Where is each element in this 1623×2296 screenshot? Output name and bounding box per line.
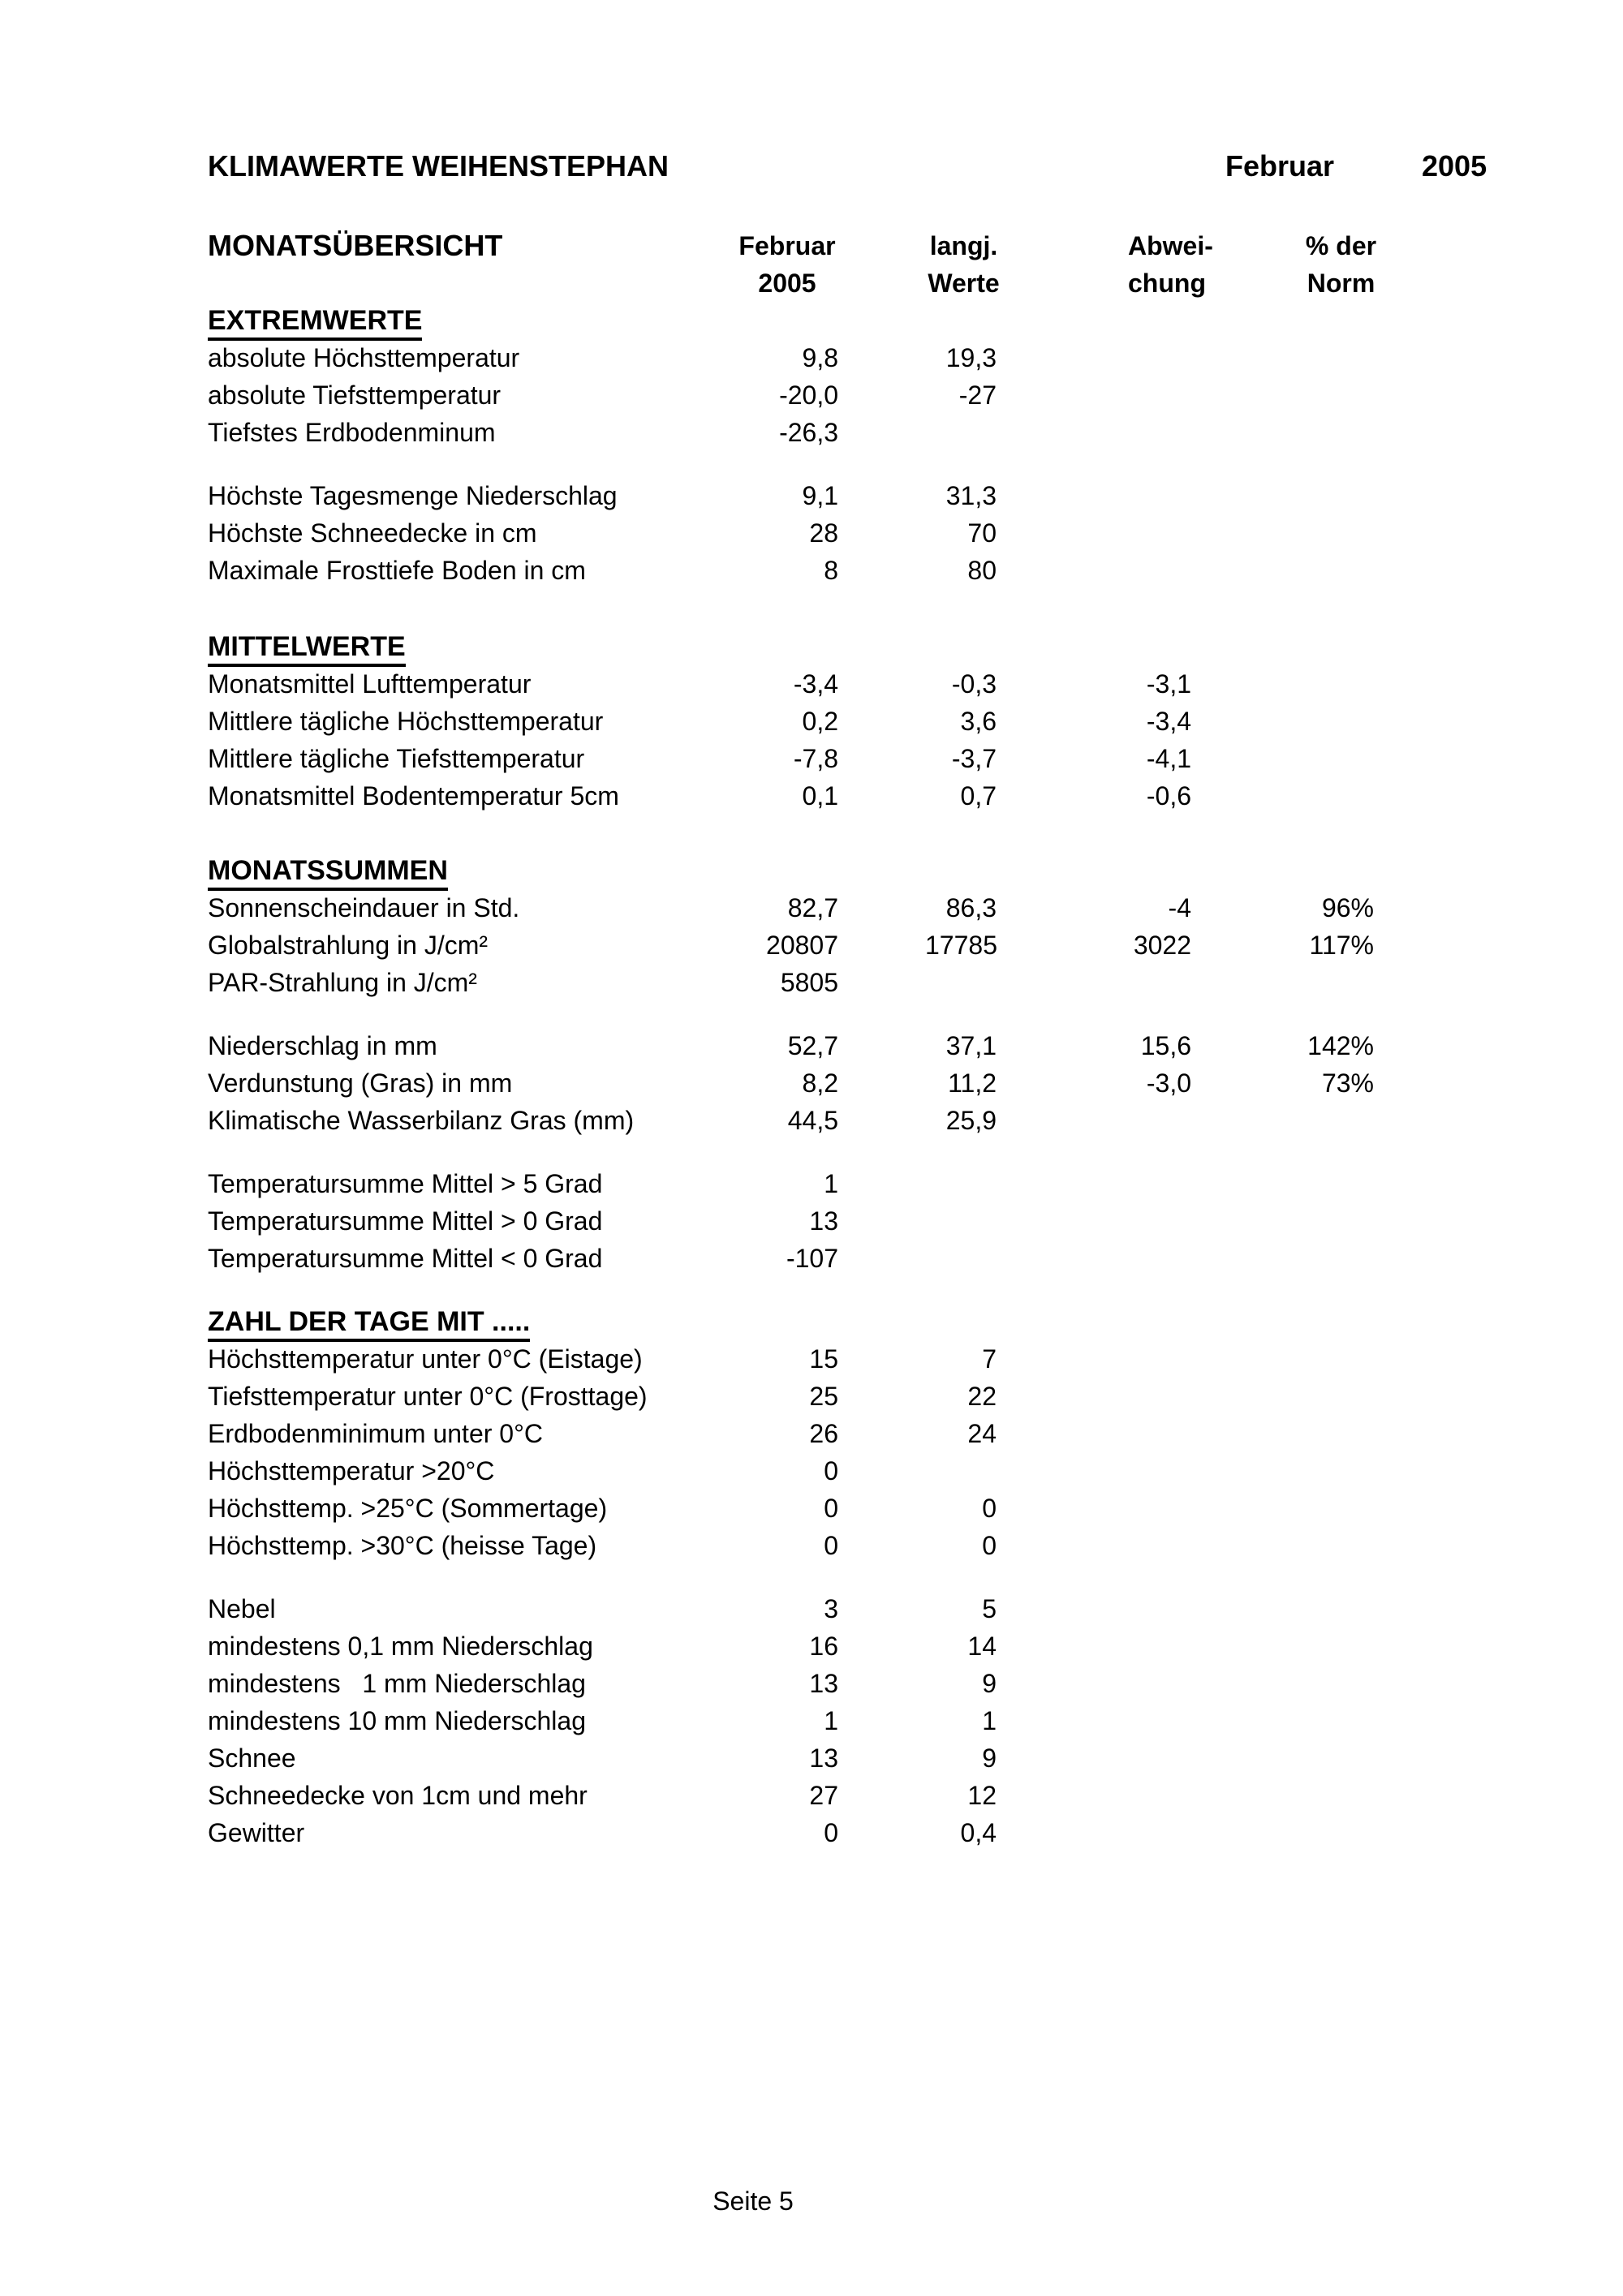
- table-row: [208, 1378, 1380, 1415]
- row-label: Monatsmittel Bodentemperatur 5cm: [208, 781, 619, 810]
- spacer-row: [208, 1001, 1380, 1027]
- row-label: mindestens 10 mm Niederschlag: [208, 1706, 586, 1735]
- table-row: [208, 1665, 1380, 1702]
- value-cell-longterm: 19,3: [945, 343, 997, 372]
- value-cell-feb2005: 16: [809, 1632, 838, 1661]
- value-cell-longterm: 70: [967, 518, 997, 548]
- value-cell-percent-norm: 117%: [1309, 931, 1374, 960]
- value-cell-feb2005: 5805: [780, 968, 838, 997]
- row-label: Gewitter: [208, 1818, 305, 1847]
- table-body: [208, 302, 1380, 1851]
- column-header-line: % der: [1305, 231, 1377, 260]
- row-label: Klimatische Wasserbilanz Gras (mm): [208, 1106, 635, 1135]
- column-header-percent-norm: [1302, 227, 1380, 302]
- value-cell-longterm: 1: [982, 1706, 997, 1735]
- row-label: Schneedecke von 1cm und mehr: [208, 1781, 588, 1810]
- page-footer: Seite 5: [712, 2186, 794, 2216]
- section-row: [208, 852, 1380, 889]
- row-label: Niederschlag in mm: [208, 1031, 437, 1060]
- table-row: [208, 1340, 1380, 1378]
- value-cell-feb2005: 13: [809, 1743, 838, 1773]
- spacer-row: [208, 589, 1380, 628]
- value-cell-feb2005: 25: [809, 1382, 838, 1411]
- spacer-row: [208, 815, 1380, 852]
- value-cell-longterm: 5: [982, 1594, 997, 1623]
- value-cell-deviation: -0,6: [1146, 781, 1191, 810]
- row-label: Höchste Tagesmenge Niederschlag: [208, 481, 618, 510]
- table-row: [208, 1415, 1380, 1452]
- value-cell-longterm: 37,1: [945, 1031, 997, 1060]
- value-cell-feb2005: 8: [824, 556, 838, 585]
- value-cell-longterm: 25,9: [945, 1106, 997, 1135]
- value-cell-longterm: -27: [958, 381, 997, 410]
- row-label: Höchsttemp. >30°C (heisse Tage): [208, 1531, 597, 1560]
- value-cell-longterm: 0: [982, 1494, 997, 1523]
- value-cell-feb2005: 9,8: [802, 343, 838, 372]
- table-row: [208, 665, 1380, 703]
- section-heading-cell: [208, 302, 1380, 341]
- document-month-label: Februar: [1225, 149, 1335, 183]
- value-cell-feb2005: 9,1: [802, 481, 838, 510]
- value-cell-longterm: 14: [967, 1632, 997, 1661]
- table-row: [208, 376, 1380, 414]
- spacer-row: [208, 1277, 1380, 1303]
- value-cell-longterm: 22: [967, 1382, 997, 1411]
- table-row: [208, 1202, 1380, 1240]
- value-cell-deviation: -3,0: [1146, 1068, 1191, 1098]
- row-label: Mittlere tägliche Höchsttemperatur: [208, 707, 604, 736]
- table-header-row: [208, 227, 1380, 302]
- column-header-longterm: [925, 227, 1002, 302]
- table-row: [208, 964, 1380, 1001]
- value-cell-longterm: 3,6: [960, 707, 997, 736]
- row-label: mindestens 1 mm Niederschlag: [208, 1669, 586, 1698]
- value-cell-feb2005: 28: [809, 518, 838, 548]
- row-label: Monatsmittel Lufttemperatur: [208, 669, 532, 699]
- value-cell-longterm: 86,3: [945, 893, 997, 922]
- table-row: [208, 1064, 1380, 1102]
- value-cell-feb2005: 1: [824, 1169, 838, 1198]
- row-label: Höchsttemperatur unter 0°C (Eistage): [208, 1344, 643, 1374]
- value-cell-longterm: 9: [982, 1743, 997, 1773]
- row-label: Nebel: [208, 1594, 276, 1623]
- section-heading-cell: [208, 1303, 1380, 1342]
- table-row: [208, 414, 1380, 451]
- column-header-line: Februar: [738, 231, 836, 260]
- table-row: [208, 1777, 1380, 1814]
- value-cell-longterm: 12: [967, 1781, 997, 1810]
- value-cell-feb2005: 3: [824, 1594, 838, 1623]
- value-cell-feb2005: 0,1: [802, 781, 838, 810]
- table-row: [208, 927, 1380, 964]
- value-cell-deviation: -3,4: [1146, 707, 1191, 736]
- row-label: absolute Höchsttemperatur: [208, 343, 520, 372]
- table-row: [208, 703, 1380, 740]
- value-cell-feb2005: -7,8: [793, 744, 838, 773]
- section-heading: ZAHL DER TAGE MIT .....: [208, 1306, 530, 1342]
- table-row: [208, 1814, 1380, 1851]
- spacer-row: [208, 1139, 1380, 1165]
- row-label: Temperatursumme Mittel < 0 Grad: [208, 1244, 603, 1273]
- value-cell-feb2005: 0: [824, 1531, 838, 1560]
- column-header-deviation: [1128, 227, 1213, 302]
- section-row: [208, 302, 1380, 339]
- value-cell-feb2005: 0: [824, 1456, 838, 1486]
- value-cell-feb2005: 13: [809, 1669, 838, 1698]
- table-row: [208, 514, 1380, 552]
- row-label: Sonnenscheindauer in Std.: [208, 893, 520, 922]
- value-cell-percent-norm: 73%: [1321, 1068, 1374, 1098]
- row-label: Temperatursumme Mittel > 5 Grad: [208, 1169, 603, 1198]
- row-label: Temperatursumme Mittel > 0 Grad: [208, 1206, 603, 1236]
- row-label: Erdbodenminimum unter 0°C: [208, 1419, 543, 1448]
- table-row: [208, 1527, 1380, 1564]
- section-heading: MONATSSUMMEN: [208, 855, 448, 891]
- value-cell-longterm: 7: [982, 1344, 997, 1374]
- section-heading-cell: [208, 852, 1380, 891]
- value-cell-longterm: 0,4: [960, 1818, 997, 1847]
- table-row: [208, 1702, 1380, 1739]
- table-row: [208, 1165, 1380, 1202]
- climate-table: [208, 227, 1380, 1851]
- section-row: [208, 628, 1380, 665]
- table-row: [208, 889, 1380, 927]
- column-header-line: chung: [1128, 269, 1206, 298]
- table-subtitle: MONATSÜBERSICHT: [208, 229, 503, 262]
- column-header-line: Abwei-: [1128, 231, 1213, 260]
- table-row: [208, 777, 1380, 815]
- row-label: Tiefsttemperatur unter 0°C (Frosttage): [208, 1382, 648, 1411]
- section-heading-cell: [208, 628, 1380, 667]
- table-row: [208, 1452, 1380, 1490]
- value-cell-feb2005: 1: [824, 1706, 838, 1735]
- table-row: [208, 1739, 1380, 1777]
- value-cell-longterm: -3,7: [951, 744, 997, 773]
- value-cell-feb2005: 0: [824, 1818, 838, 1847]
- table-row: [208, 1590, 1380, 1627]
- row-label: PAR-Strahlung in J/cm²: [208, 968, 477, 997]
- value-cell-percent-norm: 96%: [1321, 893, 1374, 922]
- value-cell-deviation: -3,1: [1146, 669, 1191, 699]
- table-row: [208, 1490, 1380, 1527]
- row-label: absolute Tiefsttemperatur: [208, 381, 502, 410]
- value-cell-feb2005: 52,7: [787, 1031, 838, 1060]
- row-label: Höchsttemperatur >20°C: [208, 1456, 495, 1486]
- row-label: Tiefstes Erdbodenminum: [208, 418, 496, 447]
- value-cell-longterm: 17785: [925, 931, 997, 960]
- value-cell-feb2005: 20807: [766, 931, 838, 960]
- table-row: [208, 1102, 1380, 1139]
- row-label: mindestens 0,1 mm Niederschlag: [208, 1632, 593, 1661]
- table-row: [208, 1240, 1380, 1277]
- row-label: Höchsttemp. >25°C (Sommertage): [208, 1494, 608, 1523]
- value-cell-feb2005: 27: [809, 1781, 838, 1810]
- value-cell-feb2005: 26: [809, 1419, 838, 1448]
- value-cell-deviation: 15,6: [1140, 1031, 1191, 1060]
- value-cell-feb2005: 44,5: [787, 1106, 838, 1135]
- value-cell-feb2005: 13: [809, 1206, 838, 1236]
- column-header-line: Norm: [1307, 269, 1375, 298]
- column-header-line: langj.: [929, 231, 998, 260]
- row-label: Mittlere tägliche Tiefsttemperatur: [208, 744, 585, 773]
- value-cell-feb2005: -20,0: [779, 381, 838, 410]
- value-cell-feb2005: 0,2: [802, 707, 838, 736]
- row-label: Globalstrahlung in J/cm²: [208, 931, 489, 960]
- row-label: Schnee: [208, 1743, 296, 1773]
- value-cell-longterm: 0: [982, 1531, 997, 1560]
- row-label: Verdunstung (Gras) in mm: [208, 1068, 513, 1098]
- value-cell-longterm: 0,7: [960, 781, 997, 810]
- value-cell-longterm: -0,3: [951, 669, 997, 699]
- section-row: [208, 1303, 1380, 1340]
- spacer-row: [208, 1564, 1380, 1590]
- table-row: [208, 1027, 1380, 1064]
- table-row: [208, 339, 1380, 376]
- value-cell-longterm: 11,2: [948, 1068, 997, 1098]
- table-row: [208, 552, 1380, 589]
- column-header-line: 2005: [758, 269, 816, 298]
- table-row: [208, 1627, 1380, 1665]
- value-cell-longterm: 80: [967, 556, 997, 585]
- value-cell-feb2005: -3,4: [793, 669, 838, 699]
- value-cell-longterm: 31,3: [945, 481, 997, 510]
- value-cell-longterm: 9: [982, 1669, 997, 1698]
- value-cell-feb2005: -26,3: [779, 418, 838, 447]
- value-cell-feb2005: 0: [824, 1494, 838, 1523]
- value-cell-deviation: 3022: [1133, 931, 1191, 960]
- section-heading: MITTELWERTE: [208, 631, 406, 667]
- table-row: [208, 477, 1380, 514]
- column-header-line: Werte: [928, 269, 1000, 298]
- value-cell-feb2005: 8,2: [802, 1068, 838, 1098]
- value-cell-feb2005: 15: [809, 1344, 838, 1374]
- value-cell-deviation: -4,1: [1146, 744, 1191, 773]
- value-cell-feb2005: 82,7: [787, 893, 838, 922]
- section-heading: EXTREMWERTE: [208, 305, 422, 341]
- document-title: KLIMAWERTE WEIHENSTEPHAN: [208, 149, 669, 183]
- value-cell-percent-norm: 142%: [1307, 1031, 1374, 1060]
- value-cell-feb2005: -107: [786, 1244, 838, 1273]
- value-cell-deviation: -4: [1168, 893, 1191, 922]
- spacer-row: [208, 451, 1380, 477]
- value-cell-longterm: 24: [967, 1419, 997, 1448]
- document-year-label: 2005: [1422, 149, 1487, 183]
- row-label: Höchste Schneedecke in cm: [208, 518, 537, 548]
- row-label: Maximale Frosttiefe Boden in cm: [208, 556, 586, 585]
- column-header-feb2005: [730, 227, 844, 302]
- table-row: [208, 740, 1380, 777]
